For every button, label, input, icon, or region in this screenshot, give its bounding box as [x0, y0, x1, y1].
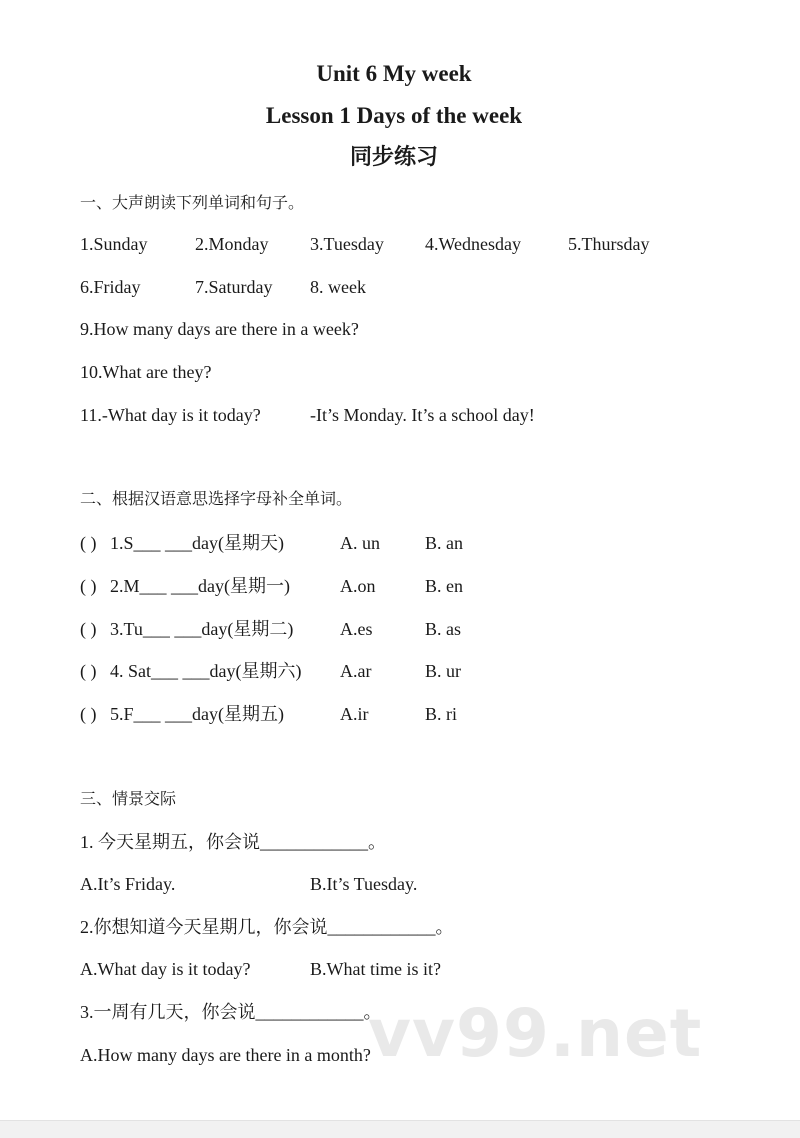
- item-stem: 5.F___ ___day(星期五): [110, 704, 284, 724]
- answer-blank: ( ): [80, 576, 97, 596]
- section2-heading: 二、根据汉语意思选择字母补全单词。: [80, 489, 353, 508]
- option-a: A.es: [340, 619, 373, 639]
- situation-question-3: 3.一周有几天，你会说____________。: [80, 1002, 382, 1022]
- option-b: B. ur: [425, 661, 461, 681]
- option-a: A.It’s Friday.: [80, 874, 176, 894]
- sentence-item: 10.What are they?: [80, 362, 212, 382]
- option-a: A.ar: [340, 661, 372, 681]
- option-b: B.What time is it?: [310, 959, 441, 979]
- option-b: B. ri: [425, 704, 458, 724]
- sentence-item: 9.How many days are there in a week?: [80, 319, 359, 339]
- word-item: 7.Saturday: [195, 277, 273, 297]
- option-b: B.It’s Tuesday.: [310, 874, 418, 894]
- option-b: B. en: [425, 576, 463, 596]
- sentence-question: 11.-What day is it today?: [80, 405, 261, 425]
- option-b: B. an: [425, 533, 463, 553]
- section3-heading: 三、情景交际: [80, 789, 177, 808]
- option-b: B. as: [425, 619, 461, 639]
- page-bottom-edge: [0, 1120, 800, 1138]
- answer-blank: ( ): [80, 704, 97, 724]
- sentence-answer: -It’s Monday. It’s a school day!: [310, 405, 535, 425]
- word-item: 2.Monday: [195, 234, 269, 254]
- answer-blank: ( ): [80, 533, 97, 553]
- item-stem: 3.Tu___ ___day(星期二): [110, 619, 294, 639]
- word-item: 5.Thursday: [568, 234, 650, 254]
- option-a: A.How many days are there in a month?: [80, 1045, 371, 1065]
- watermark-text: vv99.net: [368, 995, 703, 1072]
- situation-question-1: 1. 今天星期五，你会说____________。: [80, 832, 386, 852]
- option-a: A. un: [340, 533, 380, 553]
- situation-question-2: 2.你想知道今天星期几，你会说____________。: [80, 917, 454, 937]
- word-item: 3.Tuesday: [310, 234, 384, 254]
- option-a: A.What day is it today?: [80, 959, 251, 979]
- word-item: 6.Friday: [80, 277, 141, 297]
- lesson-title: Lesson 1 Days of the week: [265, 103, 523, 128]
- word-item: 1.Sunday: [80, 234, 148, 254]
- answer-blank: ( ): [80, 619, 97, 639]
- answer-blank: ( ): [80, 661, 97, 681]
- option-a: A.ir: [340, 704, 369, 724]
- item-stem: 4. Sat___ ___day(星期六): [110, 661, 302, 681]
- word-item: 4.Wednesday: [425, 234, 522, 254]
- item-stem: 2.M___ ___day(星期一): [110, 576, 290, 596]
- unit-title: Unit 6 My week: [316, 61, 472, 86]
- exercise-subtitle: 同步练习: [349, 145, 438, 170]
- item-stem: 1.S___ ___day(星期天): [110, 533, 284, 553]
- option-a: A.on: [340, 576, 376, 596]
- section1-heading: 一、大声朗读下列单词和句子。: [80, 193, 305, 212]
- word-item: 8. week: [310, 277, 366, 297]
